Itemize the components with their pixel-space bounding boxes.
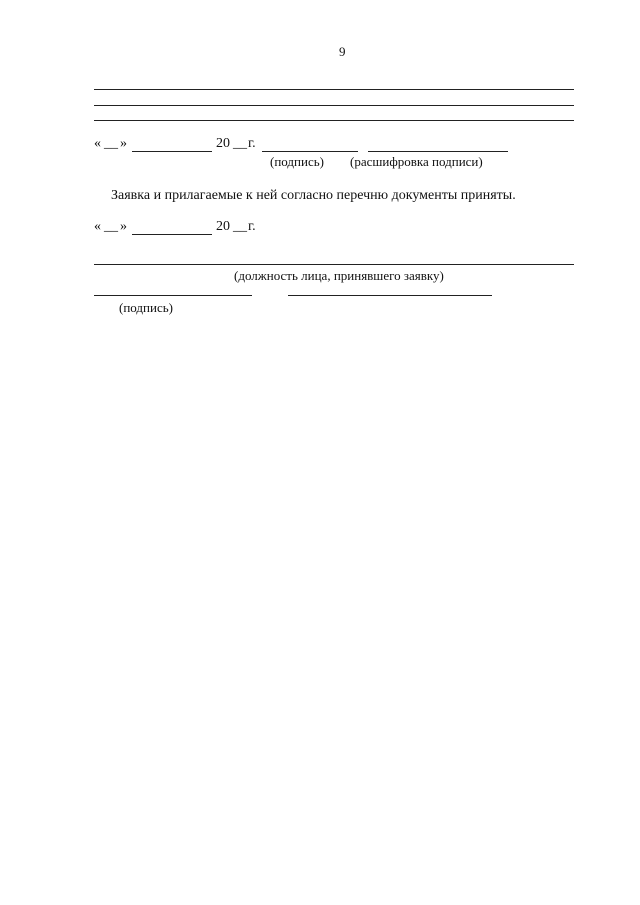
signature-line-1 [262,151,358,152]
date-day-blank: __ [104,136,118,151]
year-blank: __ [233,219,247,234]
year-suffix: г. [248,136,256,151]
fill-line-3 [94,120,574,121]
fill-line-1 [94,89,574,90]
date-month-line [132,151,212,152]
signature-caption-2: (подпись) [119,300,173,315]
date-close-quote: » [120,136,127,151]
signature-caption-1: (подпись) [270,154,324,169]
date-day-blank: __ [104,219,118,234]
decoding-caption-1: (расшифровка подписи) [350,154,483,169]
signature-line-2 [94,295,252,296]
page-number: 9 [339,44,346,59]
date-open-quote: « [94,136,101,151]
fill-line-2 [94,105,574,106]
date-month-line [132,234,212,235]
acceptance-statement: Заявка и прилагаемые к ней согласно перечню документы приняты. [111,188,516,203]
date-close-quote: » [120,219,127,234]
year-prefix: 20 [216,136,230,151]
position-caption: (должность лица, принявшего заявку) [234,268,444,283]
year-blank: __ [233,136,247,151]
date-open-quote: « [94,219,101,234]
year-prefix: 20 [216,219,230,234]
position-line [94,264,574,265]
year-suffix: г. [248,219,256,234]
decoding-line-2 [288,295,492,296]
decoding-line-1 [368,151,508,152]
